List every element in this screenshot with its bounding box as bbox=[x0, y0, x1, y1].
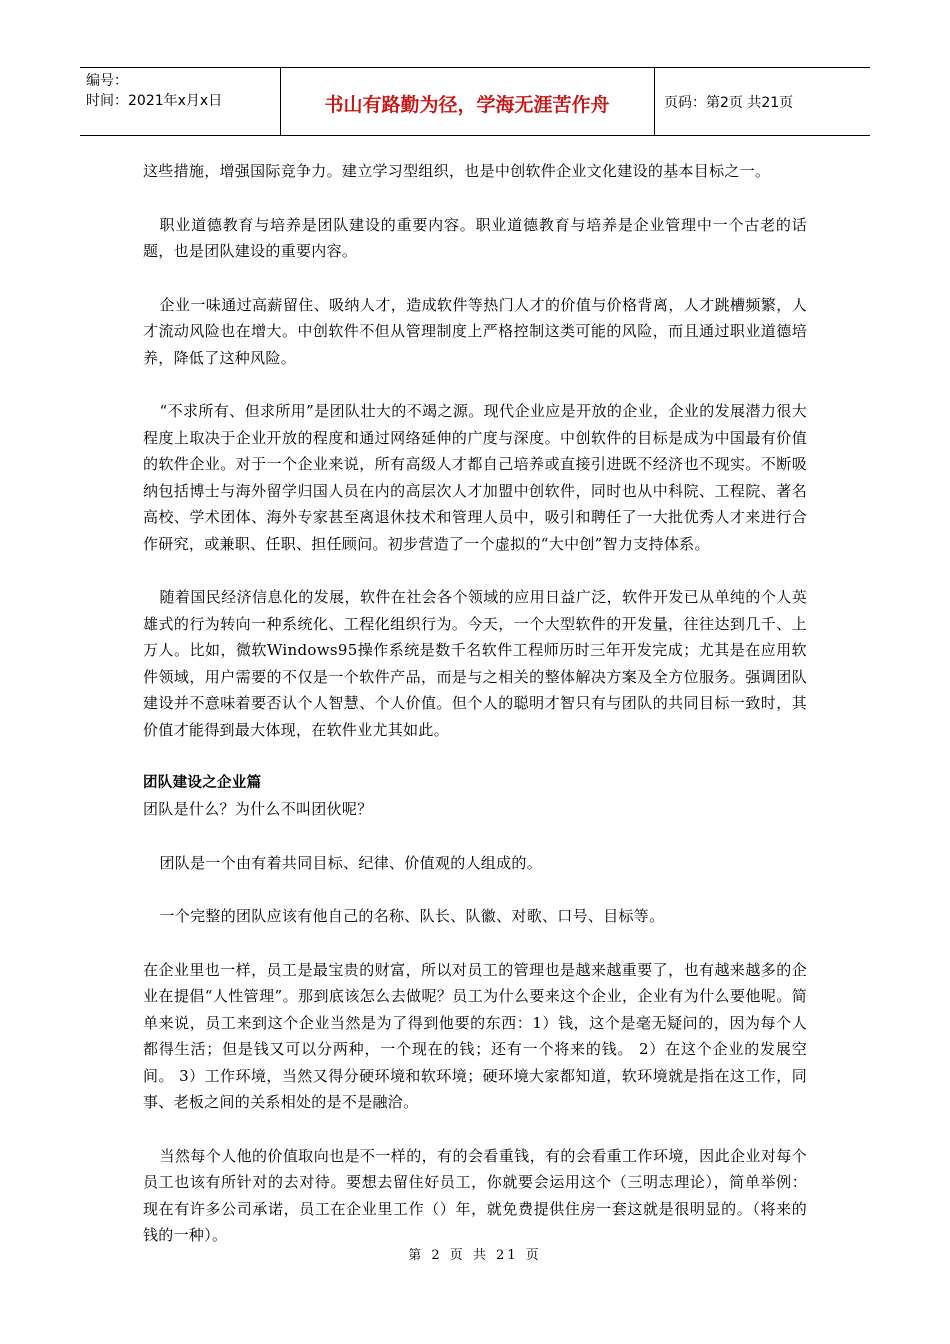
header-divider bbox=[654, 68, 655, 135]
paragraph: 这些措施，增强国际竞争力。建立学习型组织，也是中创软件企业文化建设的基本目标之一。 bbox=[143, 162, 771, 180]
document-number-label: 编号： bbox=[86, 73, 128, 89]
page-footer: 第 2 页 共 21 页 bbox=[408, 1248, 542, 1263]
paragraph: 职业道德教育与培养是团队建设的重要内容。职业道德教育与培养是企业管理中一个古老的话题，也是团队建设的重要内容。 bbox=[143, 215, 807, 260]
header-motto: 书山有路勤为径，学海无涯苦作舟 bbox=[324, 94, 610, 116]
paragraph: 一个完整的团队应该有他自己的名称、队长、队徽、对歌、口号、目标等。 bbox=[159, 907, 665, 925]
paragraph: “不求所有、但求所用”是团队壮大的不竭之源。现代企业应是开放的企业，企业的发展潜力很大程度上取决于企业开放的程度和通过网络延伸的广度与深度。中创软件的目标是成为中国最有价值的软件企业。对于一个企业来说，所有高级人才都自己培养或直接引进既不经济也不现实。不断吸纳包括博士与海外留学归国人员在内的高层次人才加盟中创软件，同时也从中科院、工程院、著名高校、学术团体、海外专家甚至离退休技术和管理人员中，吸引和聘任了一大批优秀人才来进行合作研究，或兼职、任职、担任顾问。初步营造了一个虚拟的“大中创”智力支持体系。 bbox=[143, 402, 807, 553]
page-header bbox=[80, 67, 870, 136]
header-page-code: 页码：第2页 共21页 bbox=[664, 95, 794, 111]
paragraph: 团队是一个由有着共同目标、纪律、价值观的人组成的。 bbox=[159, 853, 543, 872]
document-body bbox=[143, 158, 807, 1249]
section-heading: 团队建设之企业篇 bbox=[143, 775, 262, 791]
header-meta bbox=[86, 71, 222, 111]
document-date: 时间：2021年x月x日 bbox=[86, 93, 223, 109]
paragraph: 团队是什么？为什么不叫团伙呢？ bbox=[143, 800, 373, 818]
paragraph: 在企业里也一样，员工是最宝贵的财富，所以对员工的管理也是越来越重要了，也有越来越多的企业在提倡“人性管理”。那到底该怎么去做呢？员工为什么要来这个企业，企业有为什么要他呢。简单来说，员工来到这个企业当然是为了得到他要的东西：1）钱，这个是毫无疑问的，因为每个人都得生活；但是钱又可以分两种，一个现在的钱；还有一个将来的钱。 2）在这个企业的发展空间。 3）工作环境，当然又得分硬环境和软环境；硬环境大家都知道，软环境就是指在这工作，同事、老板之间的关系相处的是不是融洽。 bbox=[143, 960, 807, 1111]
paragraph: 当然每个人他的价值取向也是不一样的，有的会看重钱，有的会看重工作环境，因此企业对每个员工也该有所针对的去对待。要想去留住好员工，你就要会运用这个（三明志理论），简单举例：现在有许多公司承诺，员工在企业里工作（）年，就免费提供住房一套这就是很明显的。（将来的钱的一种）。 bbox=[143, 1146, 807, 1244]
paragraph: 随着国民经济信息化的发展，软件在社会各个领域的应用日益广泛，软件开发已从单纯的个人英雄式的行为转向一种系统化、工程化组织行为。今天，一个大型软件的开发量，往往达到几千、上万人。比如，微软Windows95操作系统是数千名软件工程师历时三年开发完成；尤其是在应用软件领域，用户需要的不仅是一个软件产品，而是与之相关的整体解决方案及全方位服务。强调团队建设并不意味着要否认个人智慧、个人价值。但个人的聪明才智只有与团队的共同目标一致时，其价值才能得到最大体现，在软件业尤其如此。 bbox=[143, 588, 807, 739]
paragraph: 企业一味通过高薪留住、吸纳人才，造成软件等热门人才的价值与价格背离，人才跳槽频繁，人才流动风险也在增大。中创软件不但从管理制度上严格控制这类可能的风险，而且通过职业道德培养，降低了这种风险。 bbox=[143, 295, 807, 367]
